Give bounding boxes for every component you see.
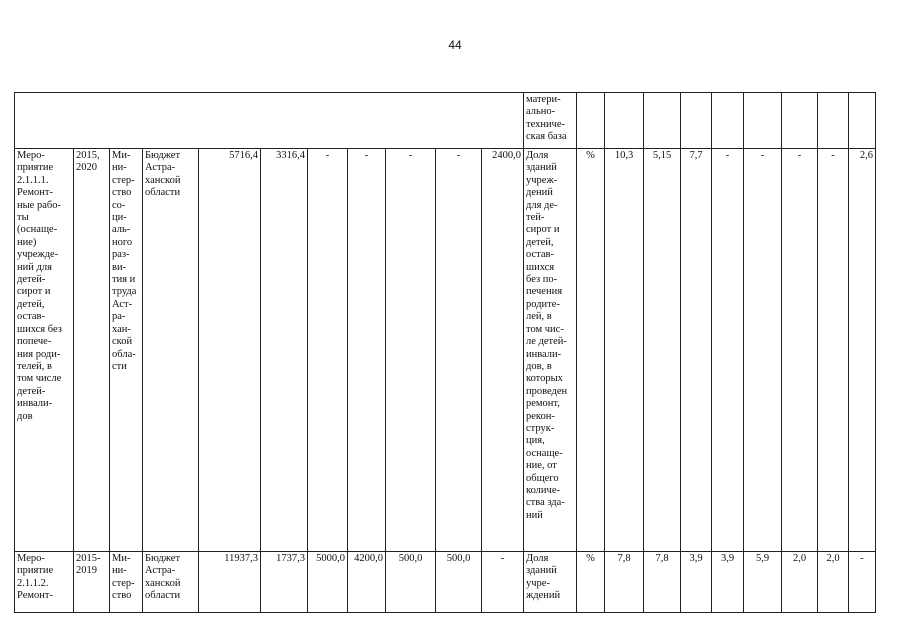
empty-cell [681,93,712,149]
year4-cell: 500,0 [386,552,436,613]
value2-cell: 5,15 [644,149,681,552]
empty-cell [782,93,818,149]
years-cell [74,552,110,613]
page-number: 44 [448,38,462,52]
indicator-text: матери- ально- техниче- ская база [526,94,567,143]
event-cell [15,552,74,613]
value6-cell: 2,0 [782,552,818,613]
years-text: 2015, 2020 [76,150,100,174]
source-cell [143,552,199,613]
empty-cell [15,93,524,149]
unit-cell: % [577,149,605,552]
year5-cell: - [436,149,482,552]
year5-cell: 500,0 [436,552,482,613]
executor-text: Ми- ни- стер- ство со- ци- аль- ного раз- ви- тия и труда Аст- ра- хан- ской обла- сти [112,150,137,372]
value1-cell: 7,8 [605,552,644,613]
source-cell [143,149,199,552]
total-cell: 11937,3 [199,552,261,613]
program-table [14,92,876,613]
indicator-text: Доля зданий учре- ждений [526,553,561,602]
total-cell: 5716,4 [199,149,261,552]
year1-cell: 3316,4 [261,149,308,552]
value7-cell: - [818,149,849,552]
value4-cell: 3,9 [712,552,744,613]
source-text: Бюджет Астра- ханской области [145,553,181,602]
value3-cell: 3,9 [681,552,712,613]
executor-cell [110,552,143,613]
value2-cell: 7,8 [644,552,681,613]
year3-cell: 4200,0 [348,552,386,613]
source-text: Бюджет Астра- ханской области [145,150,181,199]
indicator-text: Доля зданий учреж- дений для де- тей- сирот и детей, остав- шихся без по- печения родите- лей, в том чис- ле детей- инвали- дов, в которых проведен ремонт, рекон- струк- ция, оснаще- ние, от общего количе- ства зда- ний [526,150,568,521]
table-row [15,93,876,149]
indicator-cell [524,552,577,613]
indicator-cell [524,93,577,149]
value5-cell: - [744,149,782,552]
year2-cell: 5000,0 [308,552,348,613]
value6-cell: - [782,149,818,552]
empty-cell [577,93,605,149]
empty-cell [644,93,681,149]
empty-cell [605,93,644,149]
year6-cell: 2400,0 [482,149,524,552]
year6-cell: - [482,552,524,613]
empty-cell [849,93,876,149]
value5-cell: 5,9 [744,552,782,613]
year1-cell: 1737,3 [261,552,308,613]
event-text: Меро- приятие 2.1.1.1. Ремонт- ные рабо- ты (оснаще- ние) учрежде- ний для детей- сирот и детей, остав- шихся без попече- ния роди- телей, в том числе детей- инвали- дов [17,150,62,422]
year3-cell: - [348,149,386,552]
event-cell [15,149,74,552]
year4-cell: - [386,149,436,552]
table-row [15,149,876,552]
executor-text: Ми- ни- стер- ство [112,553,135,602]
empty-cell [712,93,744,149]
value7-cell: 2,0 [818,552,849,613]
years-cell [74,149,110,552]
indicator-cell [524,149,577,552]
value1-cell: 10,3 [605,149,644,552]
executor-cell [110,149,143,552]
event-text: Меро- приятие 2.1.1.2. Ремонт- [17,553,54,602]
year2-cell: - [308,149,348,552]
value4-cell: - [712,149,744,552]
years-text: 2015- 2019 [76,553,101,577]
empty-cell [818,93,849,149]
empty-cell [744,93,782,149]
table-row [15,552,876,613]
unit-cell: % [577,552,605,613]
value8-cell: 2,6 [849,149,876,552]
value3-cell: 7,7 [681,149,712,552]
value8-cell: - [849,552,876,613]
